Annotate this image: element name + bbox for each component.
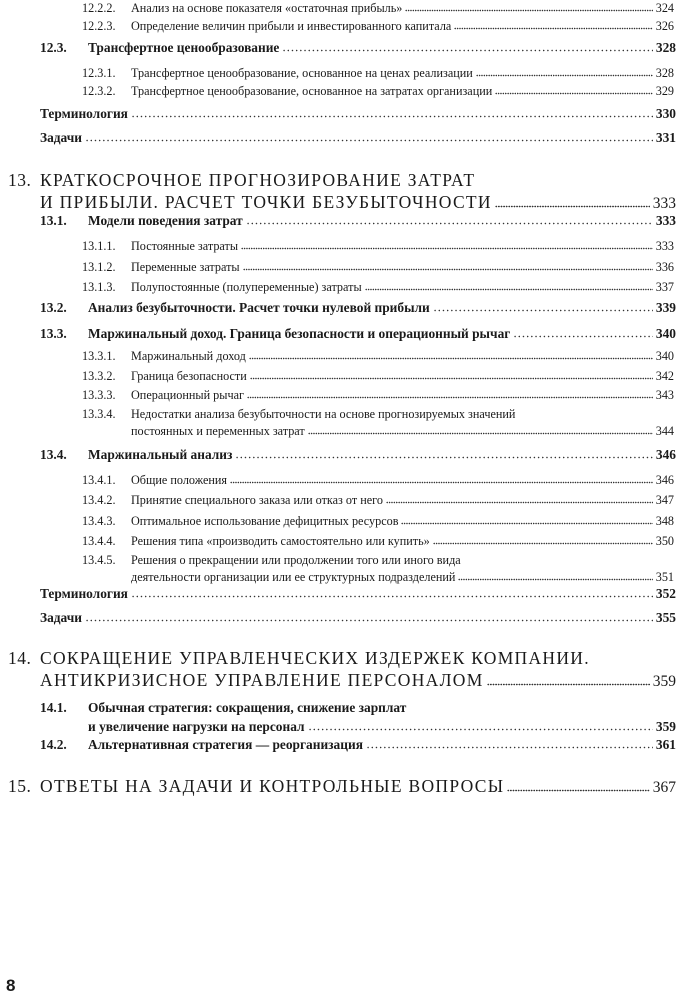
dot-leader	[405, 1, 652, 12]
toc-entry-title: и увеличение нагрузки на персонал	[88, 719, 305, 735]
toc-entry-title: АНТИКРИЗИСНОЕ УПРАВЛЕНИЕ ПЕРСОНАЛОМ	[40, 670, 484, 690]
toc-entry-number: 13.4.5.	[82, 553, 116, 567]
toc-entry-page: 340	[655, 326, 676, 342]
dot-leader	[246, 213, 653, 225]
dot-leader	[250, 369, 653, 380]
toc-entry-page: 367	[652, 779, 676, 796]
toc-entry-page: 340	[655, 349, 674, 363]
toc-entry-title: Маржинальный доход	[131, 349, 246, 363]
toc-entry-title: Обычная стратегия: сокращения, снижение зарплат	[88, 700, 407, 715]
toc-entry-number: 14.2.	[40, 737, 67, 752]
toc-entry-page: 326	[655, 19, 674, 33]
toc-entry-number: 13.4.3.	[82, 514, 116, 528]
toc-entry-number: 13.1.3.	[82, 280, 116, 294]
dot-leader	[386, 493, 653, 504]
toc-entry-page: 333	[652, 195, 676, 212]
toc-entry-number: 12.3.	[40, 40, 67, 55]
toc-entry-page: 347	[655, 493, 674, 507]
toc-entry-title: Постоянные затраты	[131, 239, 239, 253]
dot-leader	[235, 447, 653, 459]
toc-entry-title: Определение величин прибыли и инвестированного капитала	[131, 19, 452, 33]
dot-leader	[85, 610, 653, 622]
toc-entry-page: 352	[655, 586, 676, 602]
dot-leader	[476, 66, 653, 77]
toc-entry-page: 330	[655, 106, 676, 122]
toc-entry-page: 346	[655, 447, 676, 463]
toc-entry-page: 339	[655, 300, 676, 316]
toc-entry-number: 13.1.2.	[82, 260, 116, 274]
toc-entry-title: Маржинальный анализ	[88, 447, 233, 463]
dot-leader	[366, 737, 653, 749]
toc-entry-page: 331	[655, 130, 676, 146]
toc-entry-title: Недостатки анализа безубыточности на основе прогнозируемых значений	[131, 407, 516, 421]
toc-entry-number: 13.3.3.	[82, 388, 116, 402]
toc-entry-title: Полупостоянные (полупеременные) затраты	[131, 280, 362, 294]
toc-entry-page: 328	[655, 66, 674, 80]
toc-entry-title: Модели поведения затрат	[88, 213, 243, 229]
dot-leader	[308, 424, 653, 435]
toc-entry-title: Граница безопасности	[131, 369, 247, 383]
dot-leader	[495, 192, 650, 208]
dot-leader	[513, 326, 653, 338]
toc-entry-page: 344	[655, 424, 674, 438]
dot-leader	[495, 84, 652, 95]
dot-leader	[85, 130, 653, 142]
toc-entry-number: 13.4.2.	[82, 493, 116, 507]
toc-entry-number: 13.3.4.	[82, 407, 116, 421]
toc-entry-page: 351	[655, 570, 674, 584]
toc-entry-page: 343	[655, 388, 674, 402]
toc-entry-title: Оптимальное использование дефицитных ресурсов	[131, 514, 399, 528]
toc-entry-title: постоянных и переменных затрат	[131, 424, 305, 438]
toc-entry-title: Общие положения	[131, 473, 228, 487]
toc-entry-title: деятельности организации или ее структурных подразделений	[131, 570, 456, 584]
toc-entry-number: 13.4.	[40, 447, 67, 462]
toc-entry-title: Анализ на основе показателя «остаточная прибыль»	[131, 1, 403, 15]
dot-leader	[282, 40, 653, 52]
toc-entry-title: Задачи	[40, 610, 82, 626]
toc-entry-page: 328	[655, 40, 676, 56]
dot-leader	[243, 260, 653, 271]
toc-entry-page: 350	[655, 534, 674, 548]
toc-entry-page: 359	[652, 673, 676, 690]
toc-entry-page: 329	[655, 84, 674, 98]
toc-entry-title: Терминология	[40, 586, 128, 602]
toc-entry-number: 12.2.2.	[82, 1, 116, 15]
dot-leader	[241, 239, 653, 250]
dot-leader	[308, 719, 653, 731]
toc-entry-number: 12.3.2.	[82, 84, 116, 98]
toc-entry-title: Маржинальный доход. Граница безопасности и операционный рычаг	[88, 326, 511, 342]
toc-entry-page: 355	[655, 610, 676, 626]
toc-entry-page: 336	[655, 260, 674, 274]
toc-entry-page: 348	[655, 514, 674, 528]
toc-entry-title: Анализ безубыточности. Расчет точки нулевой прибыли	[88, 300, 430, 316]
toc-entry-number: 13.4.1.	[82, 473, 116, 487]
toc-entry-title: Альтернативная стратегия — реорганизация	[88, 737, 363, 753]
toc-entry-number: 13.2.	[40, 300, 67, 315]
toc-entry-number: 14.1.	[40, 700, 67, 715]
dot-leader	[230, 473, 653, 484]
toc-entry-title: ОТВЕТЫ НА ЗАДАЧИ И КОНТРОЛЬНЫЕ ВОПРОСЫ	[40, 776, 505, 796]
dot-leader	[433, 300, 653, 312]
toc-entry-number: 13.4.4.	[82, 534, 116, 548]
toc-entry-title: Трансфертное ценообразование, основанное на ценах реализации	[131, 66, 473, 80]
toc-entry-title: Терминология	[40, 106, 128, 122]
toc-entry-page: 324	[655, 1, 674, 15]
dot-leader	[433, 534, 653, 545]
toc-entry-title: КРАТКОСРОЧНОЕ ПРОГНОЗИРОВАНИЕ ЗАТРАТ	[40, 170, 476, 190]
toc-entry-title: Операционный рычаг	[131, 388, 244, 402]
dot-leader	[458, 570, 652, 581]
toc-entry-page: 359	[655, 719, 676, 735]
toc-entry-title: Решения типа «производить самостоятельно или купить»	[131, 534, 430, 548]
toc-entry-number: 13.3.1.	[82, 349, 116, 363]
dot-leader	[507, 776, 649, 792]
dot-leader	[454, 19, 652, 30]
dot-leader	[365, 280, 653, 291]
toc-entry-number: 13.1.	[40, 213, 67, 228]
dot-leader	[247, 388, 653, 399]
toc-entry-title: Принятие специального заказа или отказ от него	[131, 493, 383, 507]
toc-entry-page: 337	[655, 280, 674, 294]
toc-entry-number: 12.3.1.	[82, 66, 116, 80]
toc-entry-title: Решения о прекращении или продолжении того или иного вида	[131, 553, 461, 567]
toc-entry-page: 361	[655, 737, 676, 753]
dot-leader	[131, 106, 653, 118]
toc-entry-title: И ПРИБЫЛИ. РАСЧЕТ ТОЧКИ БЕЗУБЫТОЧНОСТИ	[40, 192, 492, 212]
toc-entry-title: Переменные затраты	[131, 260, 240, 274]
toc-entry-page: 342	[655, 369, 674, 383]
toc-entry-number: 15.	[8, 776, 32, 796]
toc-entry-title: СОКРАЩЕНИЕ УПРАВЛЕНЧЕСКИХ ИЗДЕРЖЕК КОМПАНИИ.	[40, 648, 590, 668]
toc-entry-number: 14.	[8, 648, 32, 668]
toc-entry-title: Задачи	[40, 130, 82, 146]
toc-entry-page: 333	[655, 239, 674, 253]
toc-entry-title: Трансфертное ценообразование	[88, 40, 280, 56]
toc-entry-number: 13.3.2.	[82, 369, 116, 383]
toc-entry-title: Трансфертное ценообразование, основанное на затратах организации	[131, 84, 493, 98]
dot-leader	[249, 349, 653, 360]
toc-entry-number: 13.1.1.	[82, 239, 116, 253]
toc-entry-number: 13.3.	[40, 326, 67, 341]
dot-leader	[487, 670, 650, 686]
toc-entry-page: 346	[655, 473, 674, 487]
toc-entry-page: 333	[655, 213, 676, 229]
toc-entry-number: 13.	[8, 170, 32, 190]
dot-leader	[131, 586, 653, 598]
toc-entry-number: 12.2.3.	[82, 19, 116, 33]
page-number: 8	[6, 976, 16, 995]
dot-leader	[401, 514, 652, 525]
